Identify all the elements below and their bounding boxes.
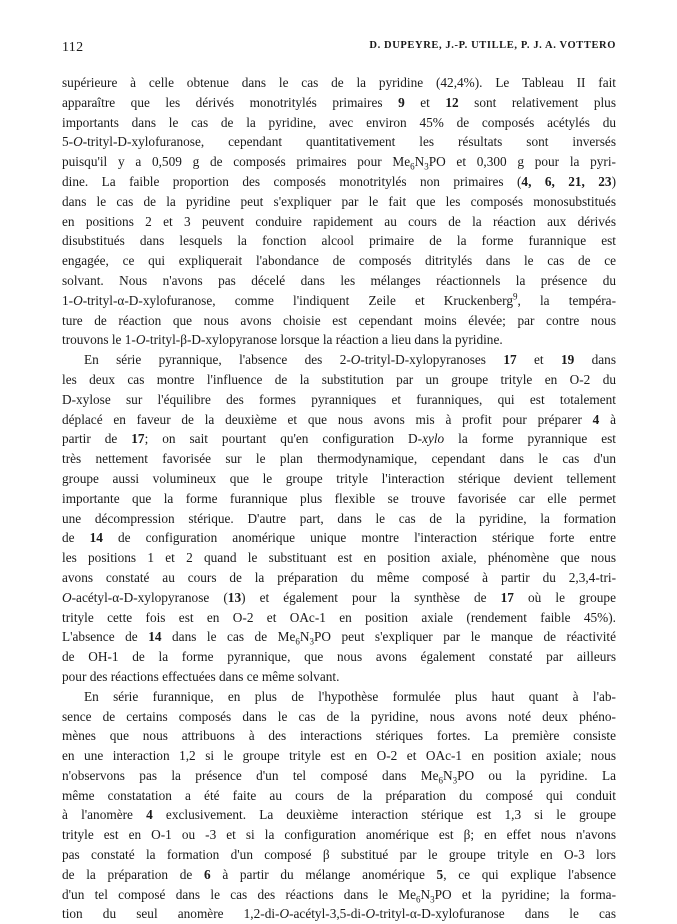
text-line: mènes que nous attribuons à des interactions stériques fortes. La première consiste xyxy=(62,728,616,744)
text-line: L'absence de 14 dans le cas de $Me_6N_3PO$ peut s'expliquer par le manque de réactivité xyxy=(62,629,616,647)
text-line: à l'anomère 4 exclusivement. La deuxième interaction stérique est 1,3 si le groupe xyxy=(62,807,616,823)
compound-ref: 9 xyxy=(398,94,405,110)
compound-ref: 4, 6, 21, 23 xyxy=(521,173,612,189)
text-line: avons constaté au cours de la préparation du même composé à partir du 2,3,4-tri- xyxy=(62,569,616,585)
compound-ref: 17 xyxy=(503,352,517,368)
body-text xyxy=(62,73,616,924)
text-line: sence de certains composés dans le cas de la pyridine, nous avons noté deux phéno- xyxy=(62,708,616,724)
text-line: engagée, ce qui expliquerait l'abondance de composés ditritylés dans le cas de ce xyxy=(62,253,616,269)
text-line: disubstitués dans lesquels la fonction alcool primaire de la forme furannique est xyxy=(62,233,616,249)
text-line: O-acétyl-α-D-xylopyranose (13) et également pour la synthèse de 17 où le groupe xyxy=(62,589,616,605)
text-line: partir de 17; on sait pourtant qu'en configuration D-xylo la forme pyrannique est xyxy=(62,431,616,447)
text-line: D-xylose sur l'équilibre des formes pyranniques et furanniques, qui est totalement xyxy=(62,391,616,407)
text-line: trityle cette fois est en O-2 et OAc-1 en position axiale (rendement faible 45%). xyxy=(62,609,616,625)
compound-ref: 4 xyxy=(146,807,153,823)
text-line: de 14 de configuration anomérique unique montre l'interaction stérique forte entre xyxy=(62,530,616,546)
compound-ref: 19 xyxy=(560,352,575,368)
text-line: les positions 1 et 2 quand le substituant est en position axiale, phénomène que nous xyxy=(62,550,616,566)
text-line: 5-O-trityl-D-xylofuranose, cependant quantitativement les résultats sont inversés xyxy=(62,134,616,150)
compound-ref: 4 xyxy=(592,411,600,427)
text-line: une décompression stérique. D'autre part, dans le cas de la pyridine, la formation xyxy=(62,510,616,526)
text-line: tion du seul anomère 1,2-di-O-acétyl-3,5-di-O-trityl-α-D-xylofuranose dans le cas xyxy=(62,906,616,922)
text-line: dans le cas de la pyridine peut s'expliquer par le fait que les composés monosubstitués xyxy=(62,193,616,209)
text-line: trityle est en O-1 ou -3 et si la configuration anomérique est β; en effet nous n'avons xyxy=(62,827,616,843)
text-line: importants dans le cas de la pyridine, avec environ 45% de composés acétylés du xyxy=(62,114,616,130)
text-line: très nettement favorisée sur le plan thermodynamique, cependant dans le cas d'un xyxy=(62,451,616,467)
text-line: supérieure à celle obtenue dans le cas de la pyridine (42,4%). Le Tableau II fait xyxy=(62,75,616,90)
compound-ref: 17 xyxy=(131,431,145,447)
reference-number: 9 xyxy=(512,291,518,302)
text-line: dine. La faible proportion des composés monotritylés non primaires (4, 6, 21, 23) xyxy=(62,173,616,189)
text-line: d'un tel composé dans le cas des réactions dans le $Me_6N_3PO$ et la pyridine; la forma- xyxy=(62,886,616,905)
text-line: en positions 2 et 3 peuvent conduire rapidement au cours de la réaction aux dérivés xyxy=(62,213,616,229)
text-line: En série pyrannique, l'absence des 2-O-trityl-D-xylopyranoses 17 et 19 dans xyxy=(84,352,616,368)
page-number: 112 xyxy=(62,40,84,55)
text-line: pour des réactions effectuées dans ce même solvant. xyxy=(62,668,340,684)
page-header xyxy=(62,40,616,60)
text-line: de OH-1 de la forme pyrannique, que nous avons également constaté par ailleurs xyxy=(62,649,616,665)
compound-ref: 13 xyxy=(227,589,242,605)
text-line: groupe aussi volumineux que le groupe trityle l'interaction stérique devient tellement xyxy=(62,470,616,486)
compound-ref: 14 xyxy=(148,629,162,645)
text-line: En série furannique, en plus de l'hypothèse formulée plus haut quant à l'ab- xyxy=(84,688,616,704)
compound-ref: 14 xyxy=(89,530,103,546)
text-line: puisqu'il y a 0,509 g de composés primaires pour $Me_6N_3PO$ et 0,300 g pour la pyri- xyxy=(62,154,616,172)
text-line: de la préparation de 6 à partir du mélange anomérique 5, ce qui explique l'absence xyxy=(62,866,616,882)
text-line: ture de réaction que nous avons choisie est cependant moins élevée; par contre nous xyxy=(62,312,616,328)
text-line: solvant. Nous n'avons pas décelé dans les mélanges réactionnels la présence du xyxy=(62,272,616,288)
text-line: pas constaté la formation d'un composé β substitué par le groupe trityle en O-3 lors xyxy=(62,847,616,863)
running-head: D. DUPEYRE, J.-P. UTILLE, P. J. A. VOTTERO xyxy=(369,40,616,51)
text-line: trouvons le 1-O-trityl-β-D-xylopyranose lorsque la réaction a lieu dans la pyridine. xyxy=(62,332,503,348)
text-line: en une interaction 1,2 si le groupe trityle est en O-2 et OAc-1 en position axiale; nous xyxy=(62,748,616,764)
text-line: 1-O-trityl-α-D-xylofuranose, comme l'indiquent Zeile et Kruckenberg$^9$, la tempéra- xyxy=(62,291,616,308)
text-line: importante que la forme furannique plus flexible se trouve favorisée car elle permet xyxy=(62,490,616,506)
compound-ref: 6 xyxy=(203,866,211,882)
text-line: apparaître que les dérivés monotritylés primaires 9 et 12 sont relativement plus xyxy=(62,94,616,110)
text-line: déplacé en faveur de la deuxième et que nous avons mis à profit pour préparer 4 à xyxy=(62,411,616,427)
text-line: n'observons pas la présence d'un tel composé dans $Me_6N_3PO$ ou la pyridine. La xyxy=(62,767,616,786)
text-line: même constatation a été faite au cours de la préparation du composé qui conduit xyxy=(62,787,616,803)
compound-ref: 17 xyxy=(500,589,514,605)
compound-ref: 5 xyxy=(436,866,444,882)
text-line: les deux cas montre l'influence de la substitution par un groupe trityle en O-2 du xyxy=(62,371,616,387)
compound-ref: 12 xyxy=(445,94,459,110)
